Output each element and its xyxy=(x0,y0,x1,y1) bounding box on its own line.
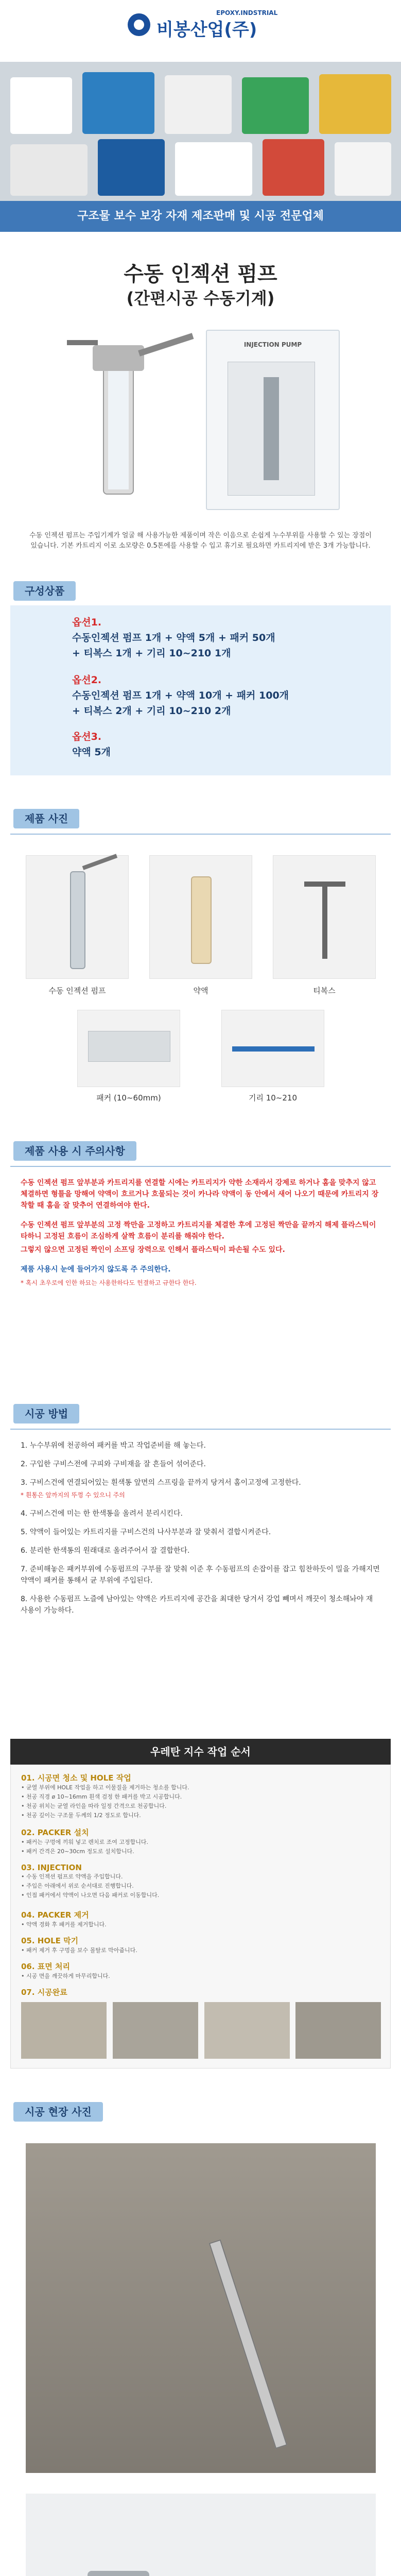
guide-step-4 xyxy=(21,1909,381,1929)
option3-line1: 약액 5개 xyxy=(72,747,111,758)
brand-logo-mark xyxy=(134,20,144,30)
guide-step-7 xyxy=(21,1987,381,1997)
cautions-tab: 제품 사용 시 주의사항 xyxy=(13,1141,136,1161)
method-step-2: 2. 구입한 구비스전에 구피와 구비재을 잘 흔들어 섞어준다. xyxy=(21,1460,206,1468)
packer-photo xyxy=(77,1010,180,1087)
guide-step-5-title: 05. HOLE 막기 xyxy=(21,1936,79,1945)
guide-step-2-text: • 패커는 구멍에 끼워 넣고 렌치로 조여 고정합니다. • 패커 간격은 20~30cm 정도로 설치합니다. xyxy=(21,1839,148,1855)
pump-photo-label: 수동 인젝션 펌프 xyxy=(48,986,106,995)
caution-item-2b: 그렇지 않으면 고정된 짝인이 소프딩 장력으로 인해서 플라스틱이 파손될 수도 있다. xyxy=(21,1246,285,1254)
guide-step-3-text: • 수동 인젝션 펌프로 약액을 주입합니다. • 주입은 아래에서 위로 순서대로 진행합니다. • 인접 패커에서 약액이 나오면 다음 패커로 이동합니다. xyxy=(21,1873,160,1899)
caution-item-3b: * 혹시 초우로에 인한 하묘는 사용한하다도 헌결하고 규한다 한다. xyxy=(21,1279,197,1286)
option1-label: 옵션1. xyxy=(72,617,102,628)
drill-photo-label: 기리 10~210 xyxy=(248,1093,298,1103)
composition-panel xyxy=(10,605,391,775)
intro-text xyxy=(26,531,375,551)
guide-panel xyxy=(10,1765,391,2069)
tbox-photo xyxy=(273,855,376,979)
tagline-bar xyxy=(0,201,401,232)
site-photo-2 xyxy=(26,2494,376,2576)
option3-label: 옵션3. xyxy=(72,731,102,742)
photos-grid xyxy=(10,845,391,1113)
method-step-3-note: * 흰통은 앞까지의 뚜껑 수 있으니 주의 xyxy=(21,1492,125,1499)
guide-step-2 xyxy=(21,1827,381,1856)
guide-step-4-text: • 약액 경화 후 패커를 제거합니다. xyxy=(21,1921,107,1928)
guide-step-1-text: • 균열 부위에 HOLE 작업을 하고 이물질을 제거하는 청소를 합니다. • 천공 직경 ø 10~16mm 흰색 검정 한 패커를 박고 시공합니다. • 천공 위치는 균열 라인을 따라 일정 간격으로 천공합니다. • 천공 깊이는 구조물 두께의 1/2 정도로 합니다. xyxy=(21,1784,189,1819)
method-step-7: 7. 준비해놓은 패커부위에 수동펌프의 구부를 잘 맞춰 이준 후 수동펌프의 손잡이를 잡고 힘찬하듯이 밀을 가해지면 약액이 패커를 통해서 균 부위에 주입된다. xyxy=(21,1565,380,1585)
pump-box-label: INJECTION PUMP xyxy=(243,341,302,348)
packer-photo-label: 패커 (10~60mm) xyxy=(96,1093,161,1103)
header xyxy=(0,0,401,62)
method-step-6: 6. 분리한 한색통의 원래대로 올려주어서 잘 결합한다. xyxy=(21,1547,190,1555)
method-tab: 시공 방법 xyxy=(13,1404,79,1423)
method-step-5: 5. 약액이 들어있는 카트리지를 구비스건의 나사부분과 잘 맞춰서 결합시켜준다. xyxy=(21,1528,271,1536)
caution-item-2: 수동 인젝션 펌프 앞부분의 고정 짝만을 고정하고 카트리지를 체결한 후에 고정된 짝만을 끝까지 해제 플라스틱이 타하니 고정된 흐름이 조심하게 살짝 흐름이 분리를 해줘야 한다. xyxy=(21,1221,376,1241)
guide-step-1 xyxy=(21,1772,381,1820)
guide-step-6 xyxy=(21,1961,381,1981)
liquid-photo-label: 약액 xyxy=(193,986,208,995)
composition-tab: 구성상품 xyxy=(13,581,76,601)
pump-box-image xyxy=(206,330,340,510)
tagline: 구조물 보수 보강 자재 제조판매 및 시공 전문업체 xyxy=(77,210,324,223)
cautions-body xyxy=(21,1177,381,1289)
product-title: 수동 인젝션 펌프 xyxy=(124,262,277,286)
guide-step-3 xyxy=(21,1863,381,1900)
site-photo-1 xyxy=(26,2143,376,2473)
caution-item-1: 수동 인젝션 펌프 앞부분과 카트리지를 연결할 시에는 카트리지가 약한 소재라서 강제로 하거나 홈을 맞추지 않고 체결하면 형틀을 망해여 약액이 흐르거나 흐물되는 것이 카나라 약액이 동 안에서 새어 나오기 때문에 카트리지 장착할 때 홈을 잘 맞추어 연결하여야 한다. xyxy=(21,1179,379,1210)
guide-step-4-title: 04. PACKER 제거 xyxy=(21,1910,89,1920)
option2-line2: + 티복스 2개 + 기리 10~210 2개 xyxy=(72,705,231,717)
method-step-4: 4. 구비스건에 미는 한 한색통을 올려서 분리시킨다. xyxy=(21,1510,183,1518)
caution-item-3: 제품 사용시 눈에 들어가지 않도록 주 주의한다. xyxy=(21,1265,171,1274)
pump-photo xyxy=(26,855,129,979)
cautions-rule xyxy=(10,1166,391,1167)
brand-en: EPOXY.INDSTRIAL xyxy=(216,9,278,16)
intro-line: 수동 인젝션 펌프는 주입기계가 얼굴 해 사용가능한 제품이며 작은 이음으로 손쉽게 누수부위를 사용할 수 있는 장점이 있습니다. 기본 카트리지 이로 소모량은 0.5톤에를 사용할 수 입고 휴기로 필요하면 카트리지에 받은 3개 가능합니다. xyxy=(29,532,372,550)
method-step-8: 8. 사용한 수동펌프 노즐에 남아있는 약액은 카트리지에 공간을 최대한 당겨서 강업 빼며서 깨끗이 청소해놔야 재 사용이 가능하다. xyxy=(21,1595,373,1615)
guide-step-5-text: • 패커 제거 후 구멍을 보수 몰탈로 막아줍니다. xyxy=(21,1947,137,1954)
option2-label: 옵션2. xyxy=(72,674,102,686)
product-subtitle: (간편시공 수동기계) xyxy=(126,289,275,308)
product-shelf-image xyxy=(0,62,401,201)
method-body xyxy=(21,1440,381,1616)
method-step-3: 3. 구비스건에 연결되어있는 흰색통 앞면의 스프링을 끝까지 당겨서 홈이고정에 고정한다. xyxy=(21,1479,301,1487)
drill-photo xyxy=(221,1010,324,1087)
liquid-photo xyxy=(149,855,252,979)
pump-image xyxy=(46,335,201,505)
brand-kr: 비봉산업(주) xyxy=(156,20,257,40)
guide-step-7-title: 07. 시공완료 xyxy=(21,1988,67,1997)
guide-step-6-title: 06. 표면 처리 xyxy=(21,1962,70,1971)
guide-photos xyxy=(21,2002,381,2059)
site-tab: 시공 현장 사진 xyxy=(13,2102,103,2122)
option1-line1: 수동인젝션 펌프 1개 + 약액 5개 + 패커 50개 xyxy=(72,632,275,643)
product-hero xyxy=(0,232,401,531)
tbox-photo-label: 티복스 xyxy=(313,986,336,995)
guide-step-1-title: 01. 시공면 청소 및 HOLE 작업 xyxy=(21,1773,131,1783)
guide-step-2-title: 02. PACKER 설치 xyxy=(21,1828,89,1837)
guide-title: 우레탄 지수 작업 순서 xyxy=(150,1745,251,1758)
option1-line2: + 티복스 1개 + 기리 10~210 1개 xyxy=(72,648,231,659)
photos-tab: 제품 사진 xyxy=(13,809,79,828)
method-step-1: 1. 누수부위에 천공하여 패커를 박고 작업준비를 해 놓는다. xyxy=(21,1442,206,1450)
guide-step-5 xyxy=(21,1935,381,1955)
guide-step-6-text: • 시공 면을 깨끗하게 마무리합니다. xyxy=(21,1973,110,1979)
method-rule xyxy=(10,1429,391,1430)
guide-step-3-title: 03. INJECTION xyxy=(21,1863,82,1872)
guide-header xyxy=(10,1739,391,1765)
photos-rule xyxy=(10,834,391,835)
option2-line1: 수동인젝션 펌프 1개 + 약액 10개 + 패커 100개 xyxy=(72,690,289,701)
